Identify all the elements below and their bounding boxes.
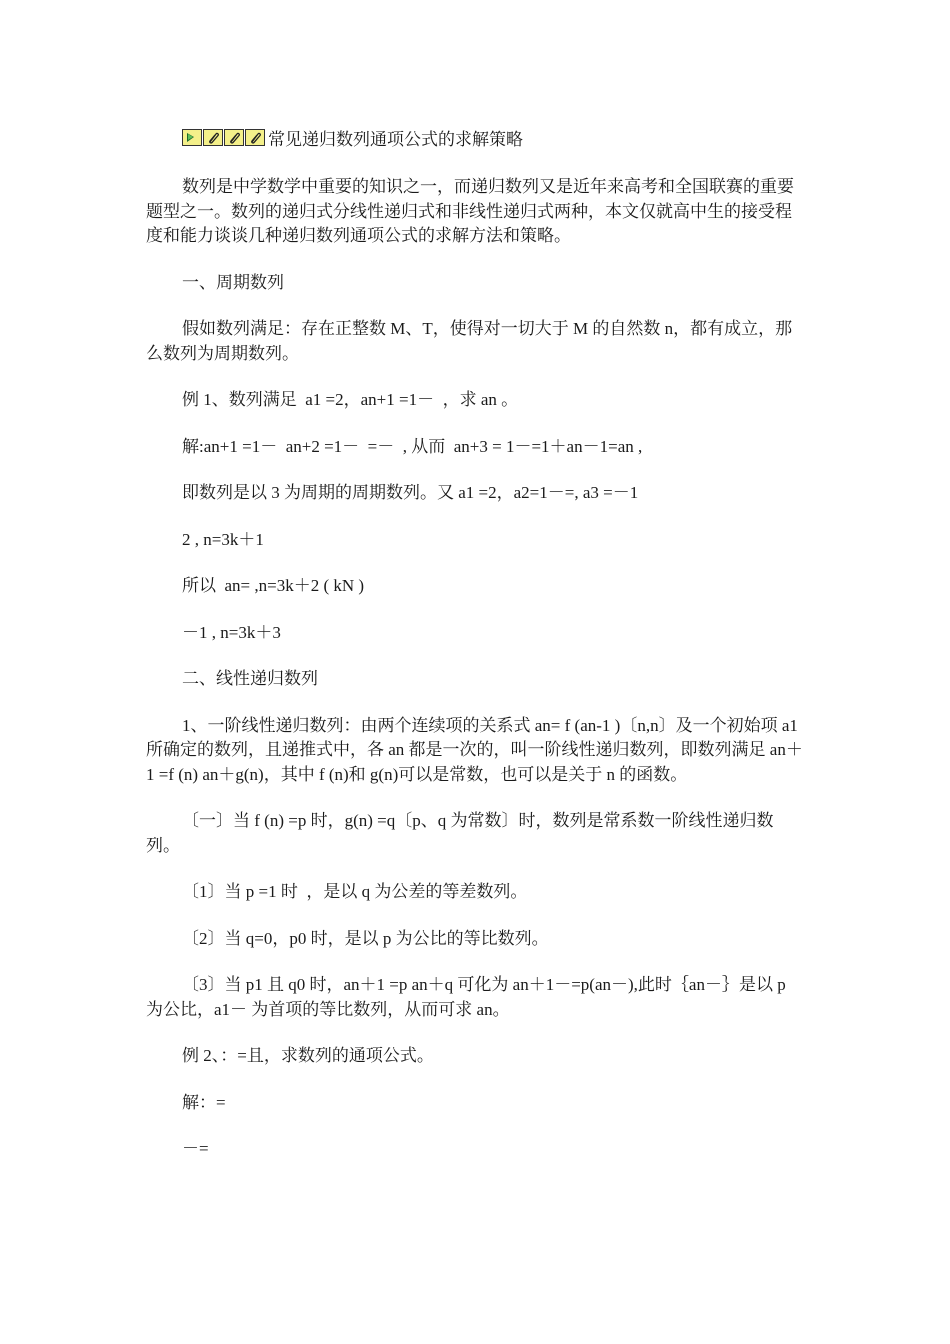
- case-general: 〔3〕当 p1 且 q0 时，an＋1 =p an＋q 可化为 an＋1－=p(an－),此时｛an－｝是以 p 为公比，a1－ 为首项的等比数列，从而可求 an。: [146, 975, 786, 1019]
- case-line-2: 所以 an= ,n=3k＋2 ( kN ): [182, 576, 365, 595]
- solution2-line-1: 解：=: [182, 1092, 226, 1112]
- constant-coefficient-case: 〔一〕当 f (n) =p 时，g(n) =q〔p、q 为常数〕时，数列是常系数一阶线性递归数列。: [146, 811, 774, 855]
- solution1: 解:an+1 =1－ an+2 =1－ =－ , 从而 an+3 = 1－=1＋an－1=an ,: [182, 436, 643, 456]
- clip-icon: [224, 129, 244, 146]
- document-page: [146, 120, 806, 1162]
- solution2-line-2: －=: [182, 1139, 209, 1158]
- document-title: 常见递归数列通项公式的求解策略: [268, 129, 523, 149]
- clip-icon: [245, 129, 265, 146]
- section2-heading: 二、线性递归数列: [182, 669, 318, 688]
- document-title-row: [182, 120, 806, 154]
- intro-paragraph: 数列是中学数学中重要的知识之一，而递归数列又是近年来高考和全国联赛的重要题型之一。数列的递归式分线性递归式和非线性递归式两种，本文仅就高中生的接受程度和能力谈谈几种递归数列通项公式的求解方法和策略。: [146, 177, 794, 245]
- title-icon-strip: [182, 129, 266, 146]
- case-p-equals-1: 〔1〕当 p =1 时 ，是以 q 为公差的等差数列。: [182, 882, 528, 901]
- period-statement: 即数列是以 3 为周期的周期数列。又 a1 =2，a2=1－=, a3 =－1: [182, 483, 639, 502]
- case-q-equals-0: 〔2〕当 q=0，p0 时，是以 p 为公比的等比数列。: [182, 928, 549, 948]
- case-line-1: 2 , n=3k＋1: [182, 529, 264, 549]
- example2: 例 2、：=且，求数列的通项公式。: [182, 1046, 434, 1065]
- section1-heading: 一、周期数列: [182, 272, 284, 292]
- example1: 例 1、数列满足 a1 =2，an+1 =1－ ，求 an 。: [182, 390, 519, 409]
- linear-definition: 1、一阶线性递归数列：由两个连续项的关系式 an= f (an-1 )〔n,n〕及一个初始项 a1 所确定的数列，且递推式中，各 an 都是一次的，叫一阶线性递归数列，即数列满足 an＋1 =f (n) an＋g(n)，其中 f (n)和 g(n)可以是常数，也可以是关于 n 的函数。: [146, 715, 803, 784]
- page-icon: [182, 129, 202, 146]
- case-line-3: －1 , n=3k＋3: [182, 622, 281, 642]
- periodic-definition: 假如数列满足：存在正整数 M、T，使得对一切大于 M 的自然数 n，都有成立，那么数列为周期数列。: [146, 319, 793, 363]
- clip-icon: [203, 129, 223, 146]
